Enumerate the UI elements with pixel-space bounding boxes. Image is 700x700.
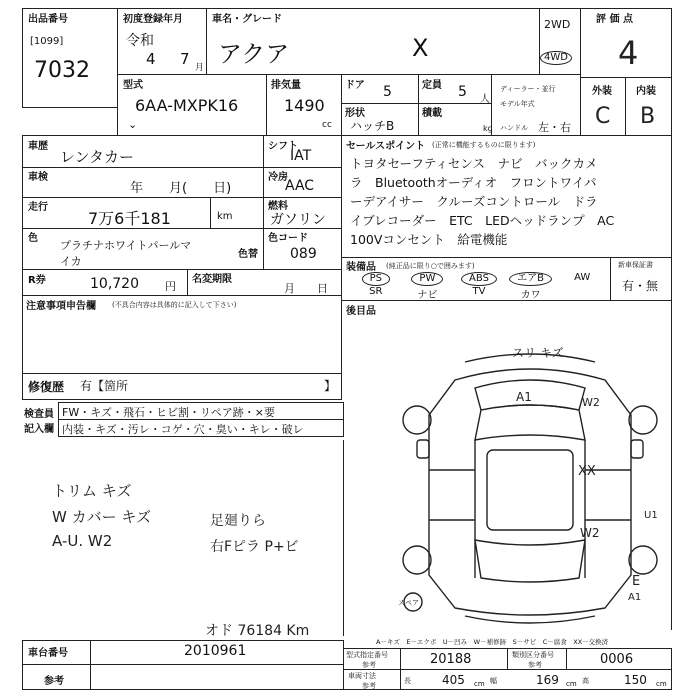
car-damage-diagram <box>395 340 665 630</box>
inspection-value: 年 月( 日) <box>130 181 232 196</box>
width-label: 幅 <box>490 677 497 685</box>
equipment-item: エアB <box>505 272 557 286</box>
length-value: 405 <box>442 673 465 687</box>
car-name: アクア <box>218 40 290 68</box>
sales-points-lines <box>350 154 670 249</box>
diagram-mark-top: スリ キズ <box>512 346 564 360</box>
doors-value: 5 <box>383 84 392 100</box>
spec-divider-1 <box>400 648 401 690</box>
spec-row-divider <box>343 669 672 670</box>
color-line1: プラチナホワイトパールマ <box>60 239 192 252</box>
diagram-mark-a1-rear: A1 <box>628 592 642 603</box>
displacement-label: 排気量 <box>271 80 301 91</box>
equipment-item: PW <box>402 272 454 286</box>
equipment-item: SR <box>369 286 383 297</box>
recycle-unit: 円 <box>165 280 176 293</box>
interior-grade: B <box>640 104 656 129</box>
memo-line-3: A-U. W2 <box>52 532 113 550</box>
category-label: 類別区分番号 <box>512 651 554 659</box>
load-label: 積載 <box>422 108 442 119</box>
rear-bumper <box>465 616 595 623</box>
height-label: 高 <box>582 677 589 685</box>
lot-code: [1099] <box>30 36 64 47</box>
history-value: レンタカー <box>60 148 135 166</box>
wheel-rear-right <box>629 546 657 574</box>
lot-number: 7032 <box>34 58 90 83</box>
car-grade: X <box>412 34 429 62</box>
wheel-front-left <box>403 406 431 434</box>
notes-label: 注意事項申告欄 <box>26 301 96 312</box>
model-number-label: 型式指定番号 <box>346 651 388 659</box>
length-unit: cm <box>474 680 485 688</box>
lot-number-label: 出品番号 <box>28 14 68 25</box>
body-value: ハッチB <box>350 119 395 133</box>
right-memo-2: 右Fピラ P+ビ <box>210 539 299 555</box>
handle-value: 左・右 <box>538 121 571 134</box>
model-chevron-icon: ⌄ <box>128 118 138 131</box>
equipment-item: ナビ <box>417 290 438 301</box>
diagram-mark-e: E <box>632 574 641 589</box>
model-number-value: 20188 <box>430 652 472 667</box>
exterior-grade: C <box>595 104 611 129</box>
displacement-unit: cc <box>322 120 332 130</box>
diagram-mark-a1-front: A1 <box>516 390 532 404</box>
memo-line-1: トリム キズ <box>52 482 132 500</box>
color-line2: イカ <box>60 255 82 268</box>
repair-value: 有【箇所 <box>80 379 129 393</box>
equipment-item: ABS <box>453 272 505 286</box>
reference-label-2: 参考 <box>528 661 542 669</box>
body-label: 形状 <box>345 108 365 119</box>
color-label: 色 <box>28 233 38 244</box>
drive-2wd: 2WD <box>544 18 571 31</box>
dealer-label: ディーラー・並行 <box>500 85 556 93</box>
mileage-value: 7万6千181 <box>88 209 171 228</box>
interior-label: 内装 <box>636 86 656 97</box>
width-unit: cm <box>566 680 577 688</box>
shift-value: IAT <box>290 148 312 164</box>
color-code-label: 色コード <box>268 233 308 244</box>
chassis-divider <box>90 640 91 690</box>
mileage-unit: km <box>217 211 233 222</box>
inspection-label: 車検 <box>28 172 48 183</box>
odometer-note: オド 76184 Km <box>205 623 310 639</box>
height-value: 150 <box>624 673 647 687</box>
repair-label: 修復歴 <box>28 380 65 394</box>
doors-label: ドア <box>345 80 365 91</box>
equipment-item: AW <box>574 272 591 283</box>
equipment-item: TV <box>472 286 486 297</box>
inspector-label-2: 記入欄 <box>24 424 54 435</box>
name-change-label: 名変期限 <box>192 274 232 285</box>
recycle-value: 10,720 <box>90 276 139 292</box>
drive-4wd: 4WD <box>540 50 572 65</box>
category-value: 0006 <box>600 652 634 667</box>
equipment-label: 装備品 <box>346 262 376 273</box>
inspector-row1: FW・キズ・飛石・ヒビ割・リペア跡・×要 <box>62 406 275 419</box>
fuel-value: ガソリン <box>270 212 326 228</box>
capacity-value: 5 <box>458 84 467 100</box>
model-value: 6AA-MXPK16 <box>135 96 239 115</box>
sales-point-line: 100Vコンセント 給電機能 <box>350 232 508 247</box>
diagram-legend: A－キズ E－エクボ U－凹み W－補修跡 S－サビ C－腐食 XX－交換済 <box>376 638 609 646</box>
capacity-label: 定員 <box>422 80 442 91</box>
repaint-label: 色替 <box>238 249 258 260</box>
diagram-mark-u1: U1 <box>644 510 658 521</box>
history-label: 車歴 <box>28 141 48 152</box>
diagram-mark-w2-rear: W2 <box>580 526 600 540</box>
left-mirror <box>417 440 429 458</box>
spec-divider-2 <box>507 648 508 669</box>
inspector-label-1: 検査員 <box>24 409 54 420</box>
exterior-label: 外装 <box>592 86 612 97</box>
rear-seat-label: 後目品 <box>346 306 376 317</box>
sales-points-label: セールスポイント <box>346 141 426 152</box>
notes-separator <box>22 373 342 374</box>
first-reg-label: 初度登録年月 <box>123 14 183 25</box>
sales-point-line: トヨタセーフティセンス ナビ バックカメ <box>350 156 598 171</box>
memo-line-2: W カバー キズ <box>52 508 152 526</box>
right-mirror <box>631 440 643 458</box>
wheel-front-right <box>629 406 657 434</box>
spec-divider-3 <box>566 648 567 669</box>
model-label: 型式 <box>123 80 143 91</box>
inspector-row2: 内装・キズ・汚レ・コゲ・穴・臭い・キレ・破レ <box>62 423 304 436</box>
chassis-row-divider <box>22 664 344 665</box>
sales-point-line: ラ Bluetoothオーディオ フロントワイパ <box>350 175 597 190</box>
spare-label: スペア <box>398 599 419 607</box>
reference-label-3: 参考 <box>362 682 376 690</box>
right-edge <box>671 300 672 630</box>
score-label: 評 価 点 <box>596 14 633 25</box>
right-memo-1: 足廻りら <box>210 513 266 529</box>
load-unit: kg <box>483 124 493 133</box>
wheel-rear-left <box>403 546 431 574</box>
width-value: 169 <box>536 673 559 687</box>
model-year-label: モデル年式 <box>500 100 535 108</box>
new-car-label: 新車保証書 <box>618 261 653 269</box>
chassis-label: 車台番号 <box>28 648 68 659</box>
history-cell <box>22 135 264 168</box>
cooler-value: AAC <box>285 178 315 194</box>
diagram-mark-w2-front: W2 <box>582 396 600 409</box>
handle-label: ハンドル <box>500 124 528 132</box>
car-name-label: 車名・グレード <box>212 14 282 25</box>
sales-points-note: (正常に機能するものに限ります) <box>432 141 536 149</box>
equipment-note: (純正品に限り○で囲みます) <box>386 262 475 270</box>
era: 令和 <box>126 33 154 49</box>
recycle-label: R券 <box>28 275 46 286</box>
chassis-value: 2010961 <box>184 643 247 659</box>
new-car-value: 有・無 <box>622 279 659 293</box>
capacity-unit: 人 <box>480 94 490 105</box>
reference-label-left: 参考 <box>44 676 64 687</box>
hood <box>475 405 585 440</box>
diagram-mark-xx: XX <box>578 464 596 479</box>
dims-label: 車両寸法 <box>348 672 376 680</box>
equipment-item: カワ <box>520 290 541 301</box>
reference-label-1: 参考 <box>362 661 376 669</box>
chassis-cell <box>22 640 344 690</box>
displacement-value: 1490 <box>284 96 325 115</box>
rear-window <box>475 540 585 582</box>
name-change-value: 月 日 <box>284 282 328 295</box>
cooler-label: 冷房 <box>268 172 288 183</box>
color-code-value: 089 <box>290 246 317 262</box>
sales-point-line: イブレコーダー ETC LEDヘッドランプ AC <box>350 213 615 228</box>
reg-year: 4 <box>146 50 156 68</box>
repair-close: 】 <box>324 379 337 393</box>
fuel-label: 燃料 <box>268 201 288 212</box>
roof <box>487 450 573 530</box>
sales-point-line: ーデアイサー クルーズコントロール ドラ <box>350 194 598 209</box>
reg-month: 7 <box>180 50 190 68</box>
length-label: 長 <box>404 677 411 685</box>
score-value: 4 <box>618 34 639 72</box>
notes-note: (不具合内容は具体的に記入して下さい) <box>112 301 237 309</box>
reg-month-unit: 月 <box>195 63 205 73</box>
equipment-item: PS <box>350 272 402 286</box>
mileage-label: 走行 <box>28 202 48 213</box>
height-unit: cm <box>656 680 667 688</box>
mileage-divider <box>210 197 211 229</box>
shift-label: シフト <box>268 141 298 152</box>
car-outline <box>429 369 631 615</box>
